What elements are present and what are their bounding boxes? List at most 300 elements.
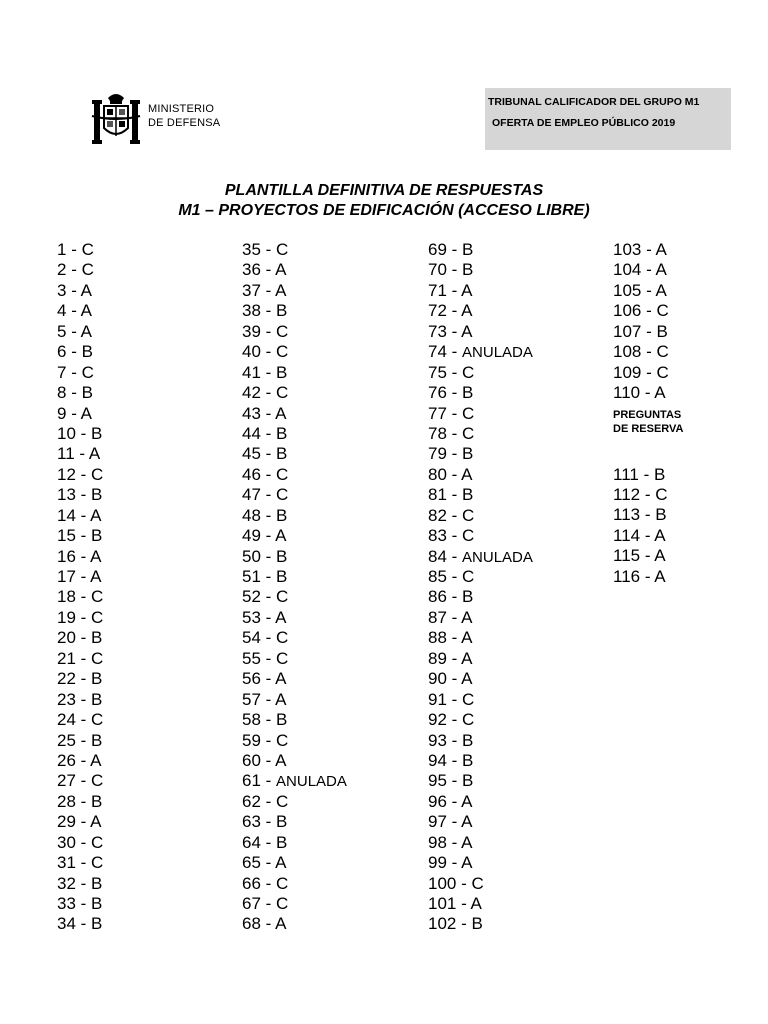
answer-row [242,260,347,280]
answer-row [428,587,533,607]
answer-value: B [91,873,103,893]
separator: - [74,444,89,464]
separator: - [641,321,657,341]
answer-row [428,771,533,791]
answer-row [57,444,103,464]
answer-value: B [276,301,288,321]
separator: - [640,484,656,504]
answer-column-2 [242,240,347,935]
question-number: 101 [428,894,457,913]
answer-row [57,874,103,894]
ministry-logo [88,88,248,152]
question-number: 44 [242,423,261,443]
question-number: 80 [428,464,447,484]
separator: - [446,587,463,607]
answer-row [428,301,533,321]
question-number: 110 [613,383,641,403]
reserve-label-line-2: DE RESERVA [613,422,684,435]
answer-value: C [462,526,475,546]
reserve-label-line-1: PREGUNTAS [613,408,682,421]
separator: - [260,526,276,546]
answer-value: B [462,771,474,791]
answer-value: C [276,791,289,811]
separator: - [446,526,463,546]
answer-value: C [276,648,289,668]
separator: - [260,280,276,300]
separator: - [640,546,655,566]
answer-value: B [91,628,103,648]
answer-value: C [276,464,289,484]
separator: - [260,423,277,443]
answer-value: A [654,546,666,566]
question-number: 49 [242,526,261,546]
question-number: 60 [242,750,261,770]
answer-value: C [462,689,475,709]
separator: - [446,280,462,300]
separator: - [446,444,463,464]
separator: - [260,240,277,259]
question-number: 61 [242,771,261,791]
answer-row [242,914,347,934]
question-number: 78 [428,423,447,443]
answer-row [57,914,103,934]
question-number: 28 [57,791,76,811]
answer-row [428,914,533,934]
question-number: 74 [428,342,447,362]
answer-value: C [462,505,475,525]
question-number: 37 [242,280,261,300]
answer-value: C [91,710,104,730]
answer-value: C [655,484,668,504]
separator: - [260,546,277,566]
answer-value: C [656,362,669,382]
separator: - [446,301,462,321]
answer-value: A [90,750,102,770]
answer-value: B [462,750,474,770]
answer-value: C [81,362,94,382]
answer-row [242,547,347,567]
separator: - [75,914,92,934]
separator: - [260,464,277,484]
answer-value: B [655,505,667,525]
answer-value: A [654,383,666,403]
answer-row [242,792,347,812]
separator: - [446,607,462,627]
answer-row [428,690,533,710]
question-number: 18 [57,587,76,607]
question-number: 19 [57,607,76,627]
answer-row [57,526,103,546]
answer-value: C [91,771,104,791]
question-number: 4 [57,301,67,321]
answer-row [613,342,684,362]
answer-row [428,894,533,914]
answer-value: C [462,710,475,730]
answer-value: C [276,240,289,259]
answer-row [613,281,684,301]
answer-value: B [462,485,474,505]
question-number: 114 [613,525,641,545]
separator: - [260,587,277,607]
question-number: 11 [57,444,75,464]
question-number: 65 [242,853,261,873]
ministry-line-1: MINISTERIO [148,103,215,115]
separator: - [638,464,654,484]
question-number: 106 [613,301,642,321]
answer-value: A [655,240,667,259]
question-number: 98 [428,832,447,852]
separator: - [260,669,276,689]
answer-row [242,874,347,894]
answer-value: A [90,812,102,832]
answer-row [57,812,103,832]
answer-value: A [275,260,287,280]
answer-value: B [91,730,103,750]
answer-value: C [276,383,289,403]
answer-value: A [90,546,102,566]
answer-row [428,383,533,403]
question-number: 86 [428,587,447,607]
separator: - [641,342,657,362]
answer-row [428,547,533,567]
question-number: 100 [428,873,457,893]
answer-row [428,751,533,771]
answer-row [428,526,533,546]
answer-value: B [276,423,288,443]
separator: - [446,750,463,770]
answer-value: A [90,567,102,586]
question-number: 34 [57,914,76,934]
question-number: 55 [242,648,261,668]
answer-row [57,363,103,383]
answer-value: A [655,280,667,300]
question-number: 75 [428,362,447,382]
separator: - [75,423,92,443]
separator: - [75,832,92,852]
question-number: 30 [57,832,76,852]
answer-value: ANULADA [462,548,533,566]
answer-value: B [656,321,668,341]
answer-row [57,506,103,526]
answer-row [428,363,533,383]
document-subtitle: M1 – PROYECTOS DE EDIFICACIÓN (ACCESO LIBRE) [178,202,590,219]
answer-value: C [91,853,104,873]
separator: - [446,362,463,382]
separator: - [75,730,92,750]
answer-row [242,485,347,505]
answer-row [57,281,103,301]
answer-row [428,506,533,526]
question-number: 33 [57,894,76,913]
separator: - [260,894,277,913]
question-number: 93 [428,730,447,750]
separator: - [260,260,276,280]
answer-row [613,383,684,403]
question-number: 81 [428,485,447,505]
answer-value: A [90,505,102,525]
question-number: 53 [242,607,261,627]
tribunal-line-2: OFERTA DE EMPLEO PÚBLICO 2019 [492,117,676,129]
answer-value: B [653,464,666,484]
question-number: 83 [428,526,447,546]
separator: - [75,771,92,791]
answer-row [57,690,103,710]
separator: - [66,301,81,321]
answer-value: C [91,607,104,627]
question-number: 31 [57,853,76,873]
answer-row [242,608,347,628]
answer-value: A [654,525,666,545]
separator: - [260,873,277,893]
question-number: 17 [57,567,76,586]
separator: - [446,485,463,505]
answer-row [428,260,533,280]
separator: - [446,260,463,280]
separator: - [446,383,463,403]
answer-row [57,567,103,587]
separator: - [446,403,463,423]
question-number: 56 [242,669,261,689]
answer-value: B [91,791,103,811]
question-number: 14 [57,505,76,525]
question-number: 96 [428,791,447,811]
question-number: 71 [428,280,447,300]
separator: - [75,750,91,770]
question-number: 112 [613,484,641,504]
separator: - [446,853,462,873]
separator: - [260,567,277,586]
answer-row [428,710,533,730]
answer-value: A [461,321,473,341]
answer-row [613,301,684,321]
answer-value: C [471,873,484,893]
question-number: 66 [242,873,261,893]
separator: - [260,750,276,770]
answer-value: A [461,812,473,832]
question-number: 63 [242,812,261,832]
separator: - [640,525,655,545]
separator: - [260,383,277,403]
answer-value: C [276,342,289,362]
question-number: 7 [57,362,67,382]
answer-column-3 [428,240,533,935]
separator: - [260,914,276,934]
question-number: 91 [428,689,447,709]
question-number: 27 [57,771,76,791]
question-number: 85 [428,567,447,586]
separator: - [641,260,656,280]
answer-value: A [470,894,482,913]
question-number: 95 [428,771,447,791]
answer-value: A [461,607,473,627]
answer-row [613,567,684,587]
answer-value: A [461,301,473,321]
question-number: 68 [242,914,261,934]
answer-row [242,404,347,424]
answer-row [242,731,347,751]
separator: - [260,689,276,709]
answer-row [242,710,347,730]
question-number: 113 [613,505,641,525]
separator: - [66,260,82,280]
answer-row [428,485,533,505]
answer-row [242,771,347,791]
answer-row [428,853,533,873]
question-number: 64 [242,832,261,852]
question-number: 103 [613,240,642,259]
question-number: 29 [57,812,76,832]
answer-value: C [81,240,94,259]
answer-row [242,424,347,444]
separator: - [260,505,277,525]
answer-value: B [81,383,93,403]
question-number: 73 [428,321,447,341]
coat-of-arms-icon [88,88,144,150]
answer-value: B [462,383,474,403]
answer-value: C [276,873,289,893]
separator: - [260,342,277,362]
answer-list-main [613,240,684,404]
answer-value: C [91,832,104,852]
answer-row [242,465,347,485]
separator: - [66,362,82,382]
answer-row [428,731,533,751]
question-number: 12 [57,464,76,484]
answer-row [57,240,103,260]
answer-value: B [462,730,474,750]
question-number: 45 [242,444,261,464]
question-number: 54 [242,628,261,648]
answer-value: B [471,914,483,934]
question-number: 102 [428,914,457,934]
question-number: 90 [428,669,447,689]
tribunal-box [485,88,731,150]
separator: - [446,546,463,566]
answer-row [242,301,347,321]
answer-row [613,485,684,505]
question-number: 69 [428,240,447,259]
answer-row [242,690,347,710]
question-number: 52 [242,587,261,607]
answer-row [613,240,684,260]
answer-row [57,301,103,321]
answer-row [613,526,684,546]
answer-value: C [276,628,289,648]
separator: - [260,362,277,382]
question-number: 99 [428,853,447,873]
question-number: 70 [428,260,447,280]
answer-row [613,363,684,383]
answer-row [613,322,684,342]
answer-row [428,240,533,260]
separator: - [456,873,472,893]
answer-value: B [91,526,103,546]
answer-value: B [276,505,288,525]
question-number: 77 [428,403,447,423]
answer-row [242,567,347,587]
answer-value: C [91,587,104,607]
ministry-name [148,102,220,130]
separator: - [66,321,81,341]
answer-row [242,833,347,853]
answer-value: B [91,423,103,443]
answer-row [242,587,347,607]
answer-row [242,894,347,914]
separator: - [456,894,471,913]
separator: - [446,567,463,586]
question-number: 47 [242,485,261,505]
separator: - [446,669,462,689]
question-number: 82 [428,505,447,525]
separator: - [260,853,276,873]
answer-value: C [656,301,669,321]
question-number: 57 [242,689,261,709]
answer-value: A [461,853,473,873]
question-number: 9 [57,403,67,423]
separator: - [260,301,277,321]
separator: - [446,771,463,791]
separator: - [75,526,92,546]
question-number: 87 [428,607,447,627]
separator: - [446,464,462,484]
answer-row [613,505,684,525]
answer-value: A [461,464,473,484]
answer-value: B [91,914,103,934]
separator: - [640,383,655,403]
question-number: 104 [613,260,642,280]
answer-value: B [276,362,288,382]
answer-value: B [276,546,288,566]
separator: - [260,710,277,730]
separator: - [75,485,92,505]
question-number: 2 [57,260,67,280]
answer-row [242,383,347,403]
answer-row [242,342,347,362]
answer-value: A [461,669,473,689]
answer-row [428,792,533,812]
answer-row [428,669,533,689]
question-number: 89 [428,648,447,668]
answer-row [242,628,347,648]
answer-value: A [275,403,287,423]
separator: - [75,607,92,627]
answer-value: B [462,260,474,280]
tribunal-line-1: TRIBUNAL CALIFICADOR DEL GRUPO M1 [488,96,700,108]
separator: - [446,791,462,811]
answer-value: C [276,321,289,341]
separator: - [75,587,92,607]
answer-value: C [462,567,475,586]
separator: - [260,485,277,505]
answer-row [57,465,103,485]
answer-column-4 [613,240,684,587]
question-number: 41 [242,362,261,382]
separator: - [75,669,92,689]
separator: - [75,567,91,586]
answer-row [242,322,347,342]
answer-row [57,628,103,648]
answer-value: A [275,750,287,770]
answer-row [428,833,533,853]
answer-list-reserve [613,465,684,588]
answer-value: C [91,464,104,484]
separator: - [640,505,656,525]
answer-value: B [91,669,103,689]
answer-value: B [91,485,103,505]
answer-row [57,260,103,280]
question-number: 59 [242,730,261,750]
separator: - [260,730,277,750]
